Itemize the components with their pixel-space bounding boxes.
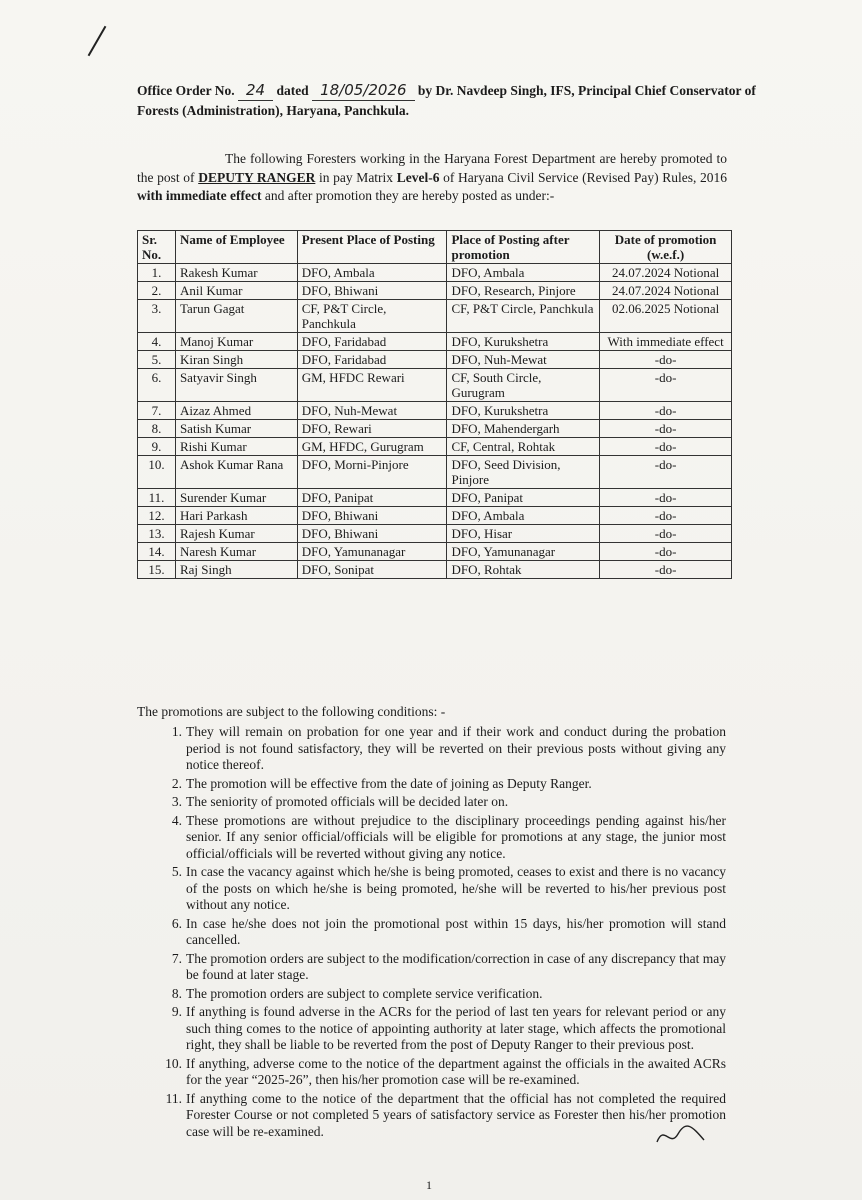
condition-item: [171, 985, 726, 1003]
order-date: 18/05/2026: [312, 80, 414, 101]
cell-sr: 3.: [138, 300, 176, 333]
cell-date: -do-: [600, 351, 732, 369]
condition-text: In case the vacancy against which he/she is being promoted, ceases to exist and there is no vacancy of the posts on which he/she is being promoted, he/she will be reverted to his/her previous post without any notice.: [186, 864, 726, 912]
conditions-list: [165, 724, 726, 1142]
cell-date: -do-: [600, 561, 732, 579]
cell-name: Rakesh Kumar: [175, 264, 297, 282]
cell-date: -do-: [600, 420, 732, 438]
condition-item: [165, 1090, 726, 1141]
cell-present: DFO, Sonipat: [297, 561, 447, 579]
cell-name: Rajesh Kumar: [175, 525, 297, 543]
cell-after: DFO, Hisar: [447, 525, 600, 543]
cell-date: -do-: [600, 543, 732, 561]
condition-number: 9.: [171, 1004, 182, 1019]
promotion-table: [137, 230, 732, 579]
condition-text: The promotion will be effective from the date of joining as Deputy Ranger.: [186, 775, 592, 791]
cell-present: DFO, Faridabad: [297, 333, 447, 351]
condition-text: If anything, adverse come to the notice of the department against the officials in the awaited ACRs for the year “2025-26”, then his/her promotion case will be re-examined.: [186, 1055, 726, 1087]
condition-text: If anything come to the notice of the department that the official has not completed the required Forester Course or not completed 5 years of satisfactory service as Forester then his/her promotion case will be re-examined.: [186, 1090, 726, 1139]
condition-text: The seniority of promoted officials will be decided later on.: [186, 794, 509, 809]
table-row: [138, 561, 732, 579]
condition-number: 7.: [171, 950, 182, 966]
order-number: 24: [238, 80, 273, 101]
pen-mark: [88, 26, 107, 56]
cell-after: CF, South Circle, Gurugram: [447, 369, 600, 402]
cell-after: DFO, Kurukshetra: [447, 333, 600, 351]
intro-post: DEPUTY RANGER: [198, 169, 316, 185]
cell-name: Ashok Kumar Rana: [175, 456, 297, 489]
condition-item: [171, 724, 726, 774]
cell-date: -do-: [600, 507, 732, 525]
cell-sr: 15.: [138, 561, 176, 579]
col-sr: Sr. No.: [138, 231, 176, 264]
cell-sr: 13.: [138, 525, 176, 543]
condition-text: If anything is found adverse in the ACRs for the period of last ten years for relevant period or any such thing comes to the notice of appointing authority at later stage, which affects the promotional right, they shall be liable to be reverted from the post of Deputy Ranger to their previous post.: [186, 1004, 726, 1052]
condition-number: 5.: [171, 864, 182, 879]
cell-sr: 12.: [138, 507, 176, 525]
table-row: [138, 300, 732, 333]
cell-sr: 2.: [138, 282, 176, 300]
cell-sr: 10.: [138, 456, 176, 489]
condition-item: [171, 794, 726, 811]
cell-date: 24.07.2024 Notional: [600, 264, 732, 282]
cell-name: Manoj Kumar: [175, 333, 297, 351]
condition-number: 4.: [171, 812, 182, 828]
cell-date: -do-: [600, 489, 732, 507]
cell-sr: 14.: [138, 543, 176, 561]
cell-date: With immediate effect: [600, 333, 732, 351]
cell-name: Naresh Kumar: [175, 543, 297, 561]
cell-present: CF, P&T Circle, Panchkula: [297, 300, 447, 333]
cell-after: CF, P&T Circle, Panchkula: [447, 300, 600, 333]
intro-text-1: The following Foresters working in the Haryana Forest Department are hereby promoted to the post of: [137, 151, 727, 185]
cell-present: DFO, Morni-Pinjore: [297, 456, 447, 489]
cell-present: GM, HFDC, Gurugram: [297, 438, 447, 456]
cell-present: DFO, Bhiwani: [297, 507, 447, 525]
cell-present: DFO, Bhiwani: [297, 525, 447, 543]
col-present: Present Place of Posting: [297, 231, 447, 264]
cell-sr: 4.: [138, 333, 176, 351]
intro-text-2: in pay Matrix: [319, 169, 394, 185]
table-row: [138, 543, 732, 561]
condition-item: [171, 775, 726, 793]
cell-sr: 8.: [138, 420, 176, 438]
intro-paragraph: [137, 150, 727, 206]
col-date: Date of promotion (w.e.f.): [600, 231, 732, 264]
intro-level: Level-6: [396, 169, 440, 185]
order-header: [137, 80, 777, 121]
condition-text: The promotion orders are subject to complete service verification.: [186, 985, 543, 1001]
cell-after: DFO, Ambala: [447, 264, 600, 282]
table-row: [138, 369, 732, 402]
condition-number: 2.: [171, 775, 182, 791]
cell-after: DFO, Seed Division, Pinjore: [447, 456, 600, 489]
cell-sr: 5.: [138, 351, 176, 369]
condition-item: [165, 1055, 726, 1089]
cell-sr: 11.: [138, 489, 176, 507]
cell-name: Tarun Gagat: [175, 300, 297, 333]
condition-number: 1.: [171, 724, 182, 739]
table-row: [138, 507, 732, 525]
cell-present: DFO, Bhiwani: [297, 282, 447, 300]
conditions-title: The promotions are subject to the following conditions: -: [137, 704, 446, 719]
table-row: [138, 402, 732, 420]
cell-date: 24.07.2024 Notional: [600, 282, 732, 300]
condition-number: 6.: [171, 915, 182, 931]
condition-item: [171, 1004, 726, 1054]
cell-after: CF, Central, Rohtak: [447, 438, 600, 456]
intro-effect: with immediate effect: [137, 188, 262, 203]
table-row: [138, 525, 732, 543]
condition-text: The promotion orders are subject to the modification/correction in case of any discrepancy that may be found at later stage.: [186, 950, 726, 982]
header-text-3: by Dr. Navdeep Singh, IFS, Principal Chief Conservator of Forests (Administration), Haryana, Panchkula.: [137, 83, 756, 118]
condition-number: 10.: [165, 1055, 182, 1071]
cell-after: DFO, Rohtak: [447, 561, 600, 579]
col-after: Place of Posting after promotion: [447, 231, 600, 264]
cell-date: -do-: [600, 438, 732, 456]
table-row: [138, 264, 732, 282]
cell-date: -do-: [600, 369, 732, 402]
condition-text: They will remain on probation for one year and if their work and conduct during the probation period is not found satisfactory, they will be reverted on their previous posts without giving any notice thereof.: [186, 724, 726, 772]
table-row: [138, 333, 732, 351]
cell-name: Raj Singh: [175, 561, 297, 579]
cell-after: DFO, Ambala: [447, 507, 600, 525]
condition-number: 3.: [171, 794, 182, 809]
cell-after: DFO, Panipat: [447, 489, 600, 507]
cell-after: DFO, Nuh-Mewat: [447, 351, 600, 369]
table-row: [138, 282, 732, 300]
condition-number: 11.: [165, 1090, 182, 1106]
cell-present: DFO, Rewari: [297, 420, 447, 438]
intro-text-3: of Haryana Civil Service (Revised Pay) Rules, 2016: [443, 169, 727, 185]
table-row: [138, 420, 732, 438]
cell-present: DFO, Panipat: [297, 489, 447, 507]
condition-number: 8.: [171, 985, 182, 1001]
table-row: [138, 438, 732, 456]
cell-name: Rishi Kumar: [175, 438, 297, 456]
cell-present: DFO, Ambala: [297, 264, 447, 282]
cell-date: -do-: [600, 456, 732, 489]
cell-present: GM, HFDC Rewari: [297, 369, 447, 402]
signature-mark: [652, 1120, 712, 1150]
cell-present: DFO, Faridabad: [297, 351, 447, 369]
table-row: [138, 351, 732, 369]
header-text-1: Office Order No.: [137, 83, 235, 98]
condition-item: [171, 950, 726, 984]
header-text-2: dated: [276, 83, 309, 98]
cell-name: Hari Parkash: [175, 507, 297, 525]
cell-after: DFO, Kurukshetra: [447, 402, 600, 420]
cell-sr: 9.: [138, 438, 176, 456]
col-name: Name of Employee: [175, 231, 297, 264]
cell-present: DFO, Yamunanagar: [297, 543, 447, 561]
cell-name: Aizaz Ahmed: [175, 402, 297, 420]
cell-date: -do-: [600, 402, 732, 420]
table-row: [138, 489, 732, 507]
cell-name: Satish Kumar: [175, 420, 297, 438]
cell-name: Satyavir Singh: [175, 369, 297, 402]
cell-sr: 7.: [138, 402, 176, 420]
cell-sr: 6.: [138, 369, 176, 402]
condition-item: [171, 915, 726, 949]
condition-text: In case he/she does not join the promotional post within 15 days, his/her promotion will stand cancelled.: [186, 915, 726, 947]
cell-sr: 1.: [138, 264, 176, 282]
table-header-row: [138, 231, 732, 264]
cell-name: Anil Kumar: [175, 282, 297, 300]
cell-after: DFO, Mahendergarh: [447, 420, 600, 438]
cell-present: DFO, Nuh-Mewat: [297, 402, 447, 420]
cell-name: Surender Kumar: [175, 489, 297, 507]
cell-date: -do-: [600, 525, 732, 543]
cell-after: DFO, Yamunanagar: [447, 543, 600, 561]
condition-item: [171, 864, 726, 914]
cell-date: 02.06.2025 Notional: [600, 300, 732, 333]
cell-after: DFO, Research, Pinjore: [447, 282, 600, 300]
condition-text: These promotions are without prejudice to the disciplinary proceedings pending against his/her senior. If any senior official/officials will be eligible for promotions at any stage, the junior most official/officials will be reverted without giving any notice.: [186, 812, 726, 861]
table-row: [138, 456, 732, 489]
condition-item: [171, 812, 726, 863]
intro-text-4: and after promotion they are hereby posted as under:-: [264, 188, 555, 203]
cell-name: Kiran Singh: [175, 351, 297, 369]
page-number: 1: [426, 1178, 432, 1192]
